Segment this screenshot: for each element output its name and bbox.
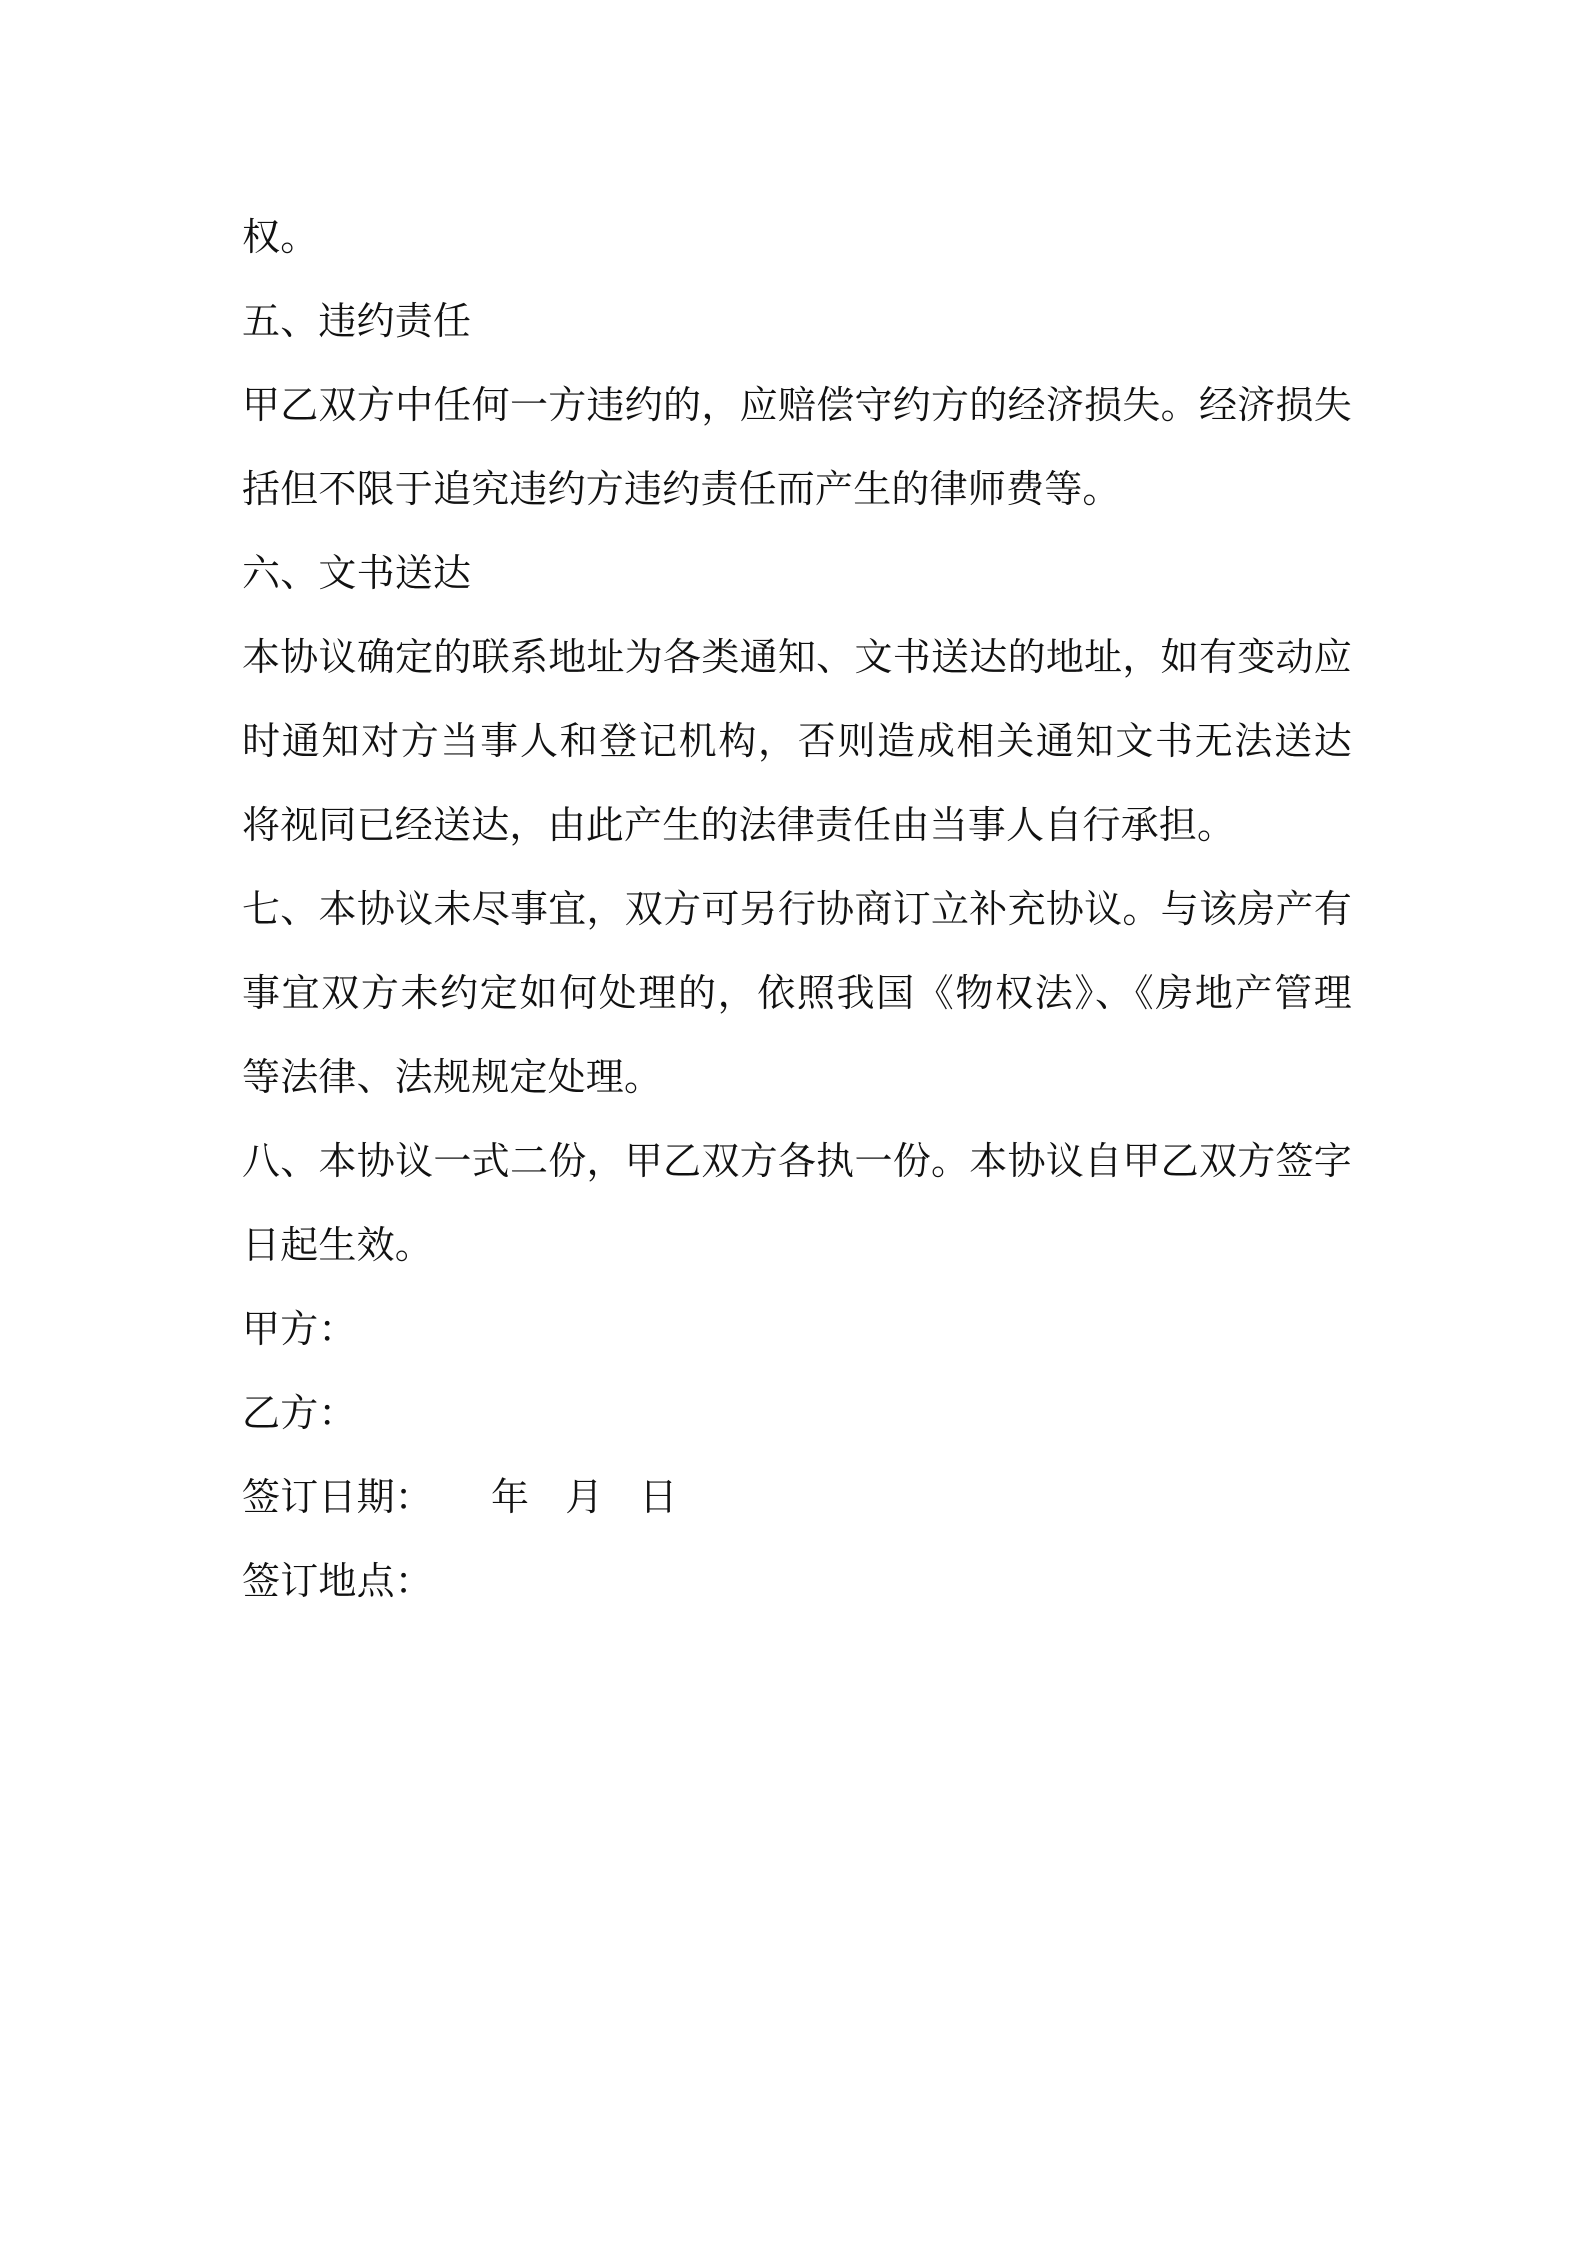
party-b-label: 乙方：	[242, 1391, 357, 1435]
text-line: 等法律、法规规定处理。	[242, 1055, 663, 1099]
day-label: 日	[639, 1475, 678, 1519]
signing-date-label: 签订日期：	[242, 1475, 434, 1519]
text-line: 时通知对方当事人和登记机构，否则造成相关通知文书无法送达	[242, 719, 1352, 763]
year-label: 年	[491, 1475, 530, 1519]
party-a-label: 甲方：	[242, 1307, 357, 1351]
section-eight-line: 八、本协议一式二份，甲乙双方各执一份。本协议自甲乙双方签字	[242, 1139, 1352, 1183]
text-line: 括但不限于追究违约方违约责任而产生的律师费等。	[242, 467, 1121, 511]
text-line: 甲乙双方中任何一方违约的，应赔偿守约方的经济损失。经济损失	[242, 383, 1352, 427]
text-line: 本协议确定的联系地址为各类通知、文书送达的地址，如有变动应	[242, 635, 1352, 679]
text-line: 日起生效。	[242, 1223, 434, 1267]
signing-place-label: 签订地点：	[242, 1559, 434, 1603]
text-line: 事宜双方未约定如何处理的，依照我国《物权法》、《房地产管理	[242, 971, 1352, 1015]
section-heading-breach: 五、违约责任	[242, 299, 472, 343]
text-line: 将视同已经送达，由此产生的法律责任由当事人自行承担。	[242, 803, 1236, 847]
signing-date-line	[242, 1455, 1352, 1539]
month-label: 月	[565, 1475, 604, 1519]
section-seven-line: 七、本协议未尽事宜，双方可另行协商订立补充协议。与该房产有	[242, 887, 1352, 931]
section-heading-service: 六、文书送达	[242, 551, 472, 595]
text-line: 权。	[242, 215, 319, 259]
document-body	[242, 195, 1352, 1623]
